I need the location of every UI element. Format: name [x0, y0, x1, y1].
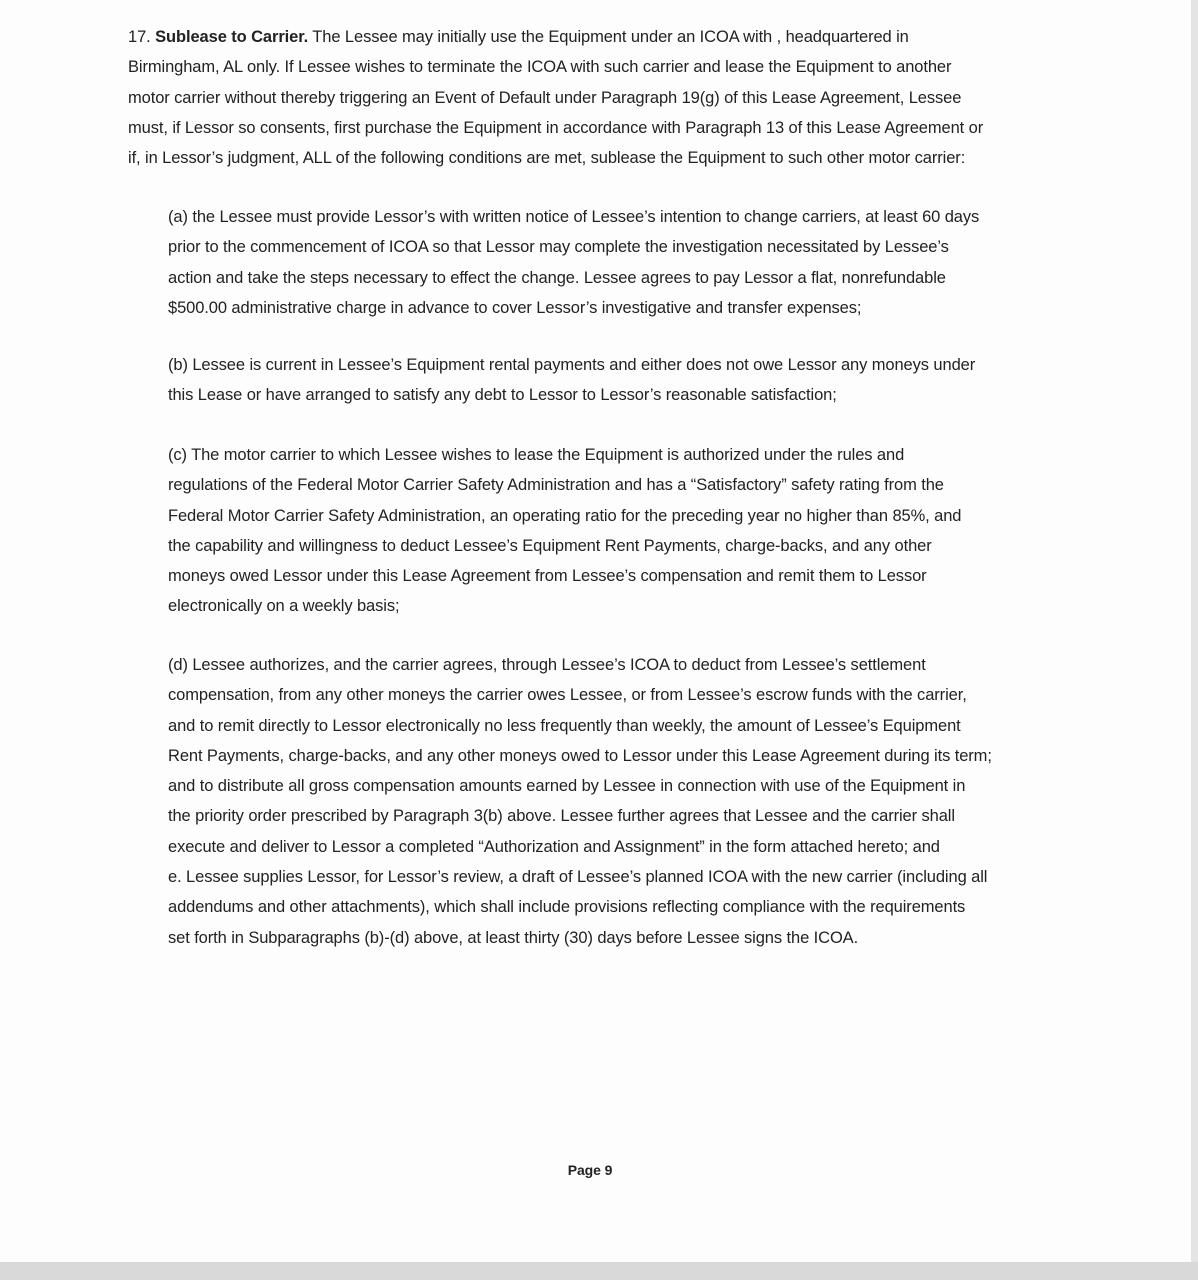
subparagraph-e-line: e. Lessee supplies Lessor, for Lessor’s review, a draft of Lessee’s planned ICOA with the new carrier (including all: [168, 868, 988, 887]
subparagraph-c-line: moneys owed Lessor under this Lease Agreement from Lessee’s compensation and remit them to Lessor: [168, 567, 927, 586]
section-title: Sublease to Carrier.: [155, 28, 309, 46]
section-17: [128, 22, 1093, 173]
section-17-line-1: [128, 22, 1093, 52]
subparagraph-c: [168, 440, 1093, 622]
section-number: 17.: [128, 28, 151, 46]
subparagraph-a-line: $500.00 administrative charge in advance to cover Lessor’s investigative and transfer expenses;: [168, 298, 862, 317]
subparagraph-e-line: addendums and other attachments), which shall include provisions reflecting compliance with the requirements: [168, 898, 966, 917]
section-17-line-3: motor carrier without thereby triggering an Event of Default under Paragraph 19(g) of this Lease Agreement, Lessee: [128, 88, 962, 107]
section-line-text: The Lessee may initially use the Equipment under an ICOA with , headquartered in: [308, 28, 909, 46]
section-17-line-5: if, in Lessor’s judgment, ALL of the following conditions are met, sublease the Equipment to such other motor carrier:: [128, 149, 966, 168]
subparagraph-a-line: (a) the Lessee must provide Lessor’s with written notice of Lessee’s intention to change carriers, at least 60 days: [168, 208, 980, 226]
section-17-line-4: must, if Lessor so consents, first purchase the Equipment in accordance with Paragraph 13 of this Lease Agreement or: [128, 118, 984, 137]
subparagraph-e-line: set forth in Subparagraphs (b)-(d) above, at least thirty (30) days before Lessee signs the ICOA.: [168, 928, 859, 947]
subparagraph-d-line: execute and deliver to Lessor a completed “Authorization and Assignment” in the form attached hereto; and: [168, 837, 940, 856]
viewer-bottom-bar: [0, 1262, 1198, 1280]
subparagraph-d-line: and to distribute all gross compensation amounts earned by Lessee in connection with use of the Equipment in: [168, 777, 966, 796]
subparagraph-b-line: this Lease or have arranged to satisfy any debt to Lessor to Lessor’s reasonable satisfaction;: [168, 386, 837, 405]
page-edge-shadow: [1191, 0, 1198, 1262]
subparagraph-b: [168, 350, 1093, 411]
subparagraph-a-line: prior to the commencement of ICOA so that Lessor may complete the investigation necessitated by Lessee’s: [168, 238, 949, 257]
subparagraph-c-line: regulations of the Federal Motor Carrier Safety Administration and has a “Satisfactory” safety rating from the: [168, 476, 944, 495]
subparagraph-a: [168, 202, 1093, 323]
page-number-label: Page 9: [567, 1162, 613, 1178]
subparagraph-d-line: the priority order prescribed by Paragraph 3(b) above. Lessee further agrees that Lessee and the carrier shall: [168, 807, 955, 826]
subparagraph-d-line: compensation, from any other moneys the carrier owes Lessee, or from Lessee’s escrow funds with the carrier,: [168, 686, 967, 705]
subparagraph-c-line: Federal Motor Carrier Safety Administration, an operating ratio for the preceding year no higher than 85%, and: [168, 506, 962, 525]
page-number: [0, 1155, 1198, 1185]
subparagraph-c-line: the capability and willingness to deduct Lessee’s Equipment Rent Payments, charge-backs, and any other: [168, 536, 932, 555]
subparagraph-d-line: and to remit directly to Lessor electronically no less frequently than weekly, the amount of Lessee’s Equipment: [168, 716, 961, 735]
subparagraph-d: [168, 650, 1093, 953]
subparagraph-c-line: (c) The motor carrier to which Lessee wishes to lease the Equipment is authorized under the rules and: [168, 446, 905, 464]
section-17-line-2: Birmingham, AL only. If Lessee wishes to terminate the ICOA with such carrier and lease the Equipment to another: [128, 58, 952, 77]
subparagraph-b-line: (b) Lessee is current in Lessee’s Equipment rental payments and either does not owe Lessor any moneys under: [168, 356, 976, 374]
subparagraph-c-line: electronically on a weekly basis;: [168, 597, 400, 616]
subparagraph-a-line: action and take the steps necessary to effect the change. Lessee agrees to pay Lessor a flat, nonrefundable: [168, 268, 946, 287]
subparagraph-d-line: Rent Payments, charge-backs, and any other moneys owed to Lessor under this Lease Agreement during its term;: [168, 746, 992, 765]
subparagraph-d-line: (d) Lessee authorizes, and the carrier agrees, through Lessee’s ICOA to deduct from Lessee’s settlement: [168, 656, 926, 674]
